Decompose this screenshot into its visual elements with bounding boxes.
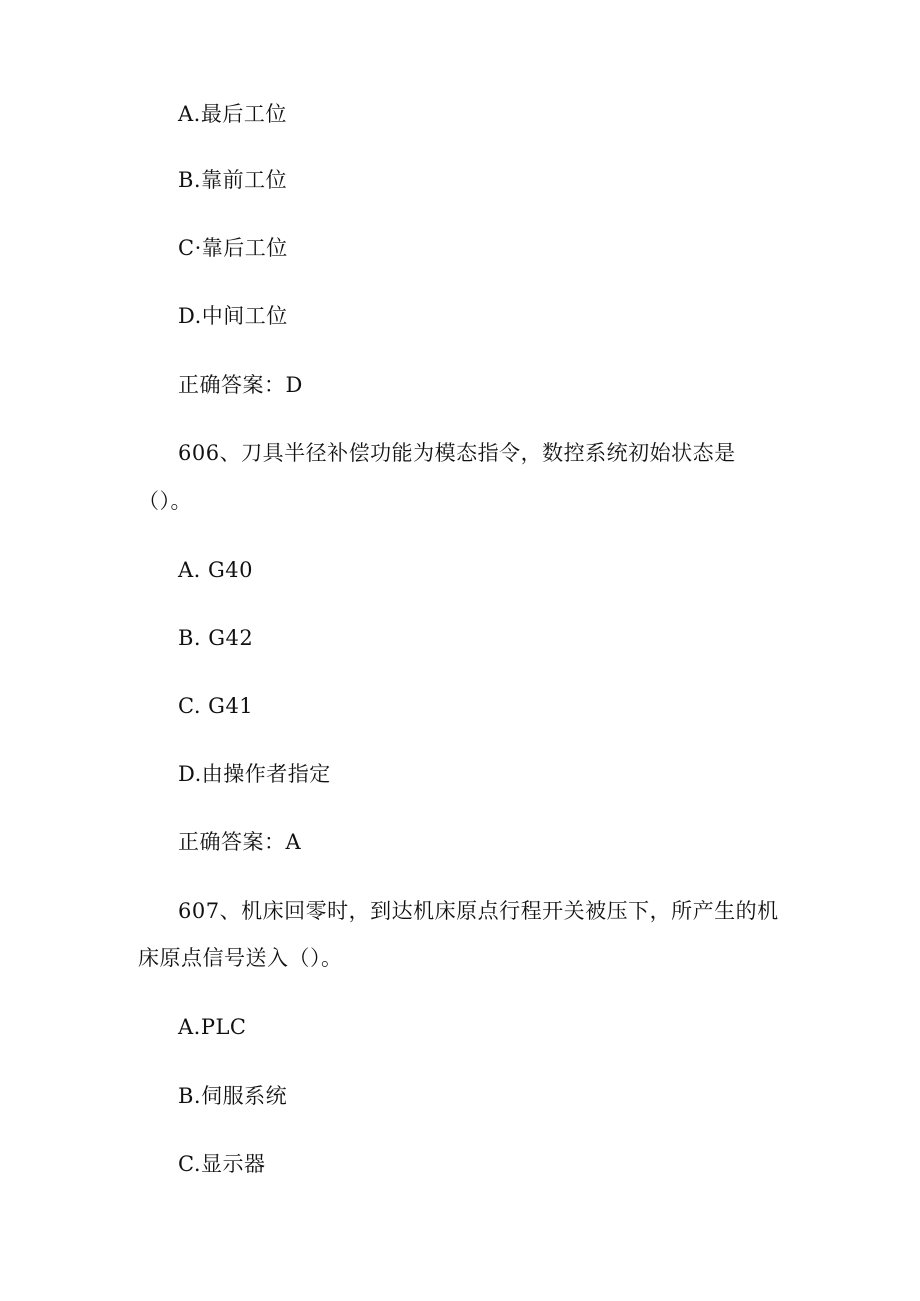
correct-answer: 正确答案：D <box>178 373 303 397</box>
option-c: C. G41 <box>178 694 254 718</box>
option-b: B. G42 <box>178 626 254 650</box>
option-a: A.最后工位 <box>178 102 287 126</box>
question-607-line-1: 607、机床回零时，到达机床原点行程开关被压下，所产生的机 <box>178 899 779 923</box>
option-d: D.中间工位 <box>178 304 288 328</box>
correct-answer: 正确答案：A <box>178 830 302 854</box>
option-c: C.显示器 <box>178 1152 266 1176</box>
option-c: C·靠后工位 <box>178 236 288 260</box>
question-607-line-2: 床原点信号送入（）。 <box>138 946 343 970</box>
option-d: D.由操作者指定 <box>178 762 331 786</box>
option-b: B.靠前工位 <box>178 168 288 192</box>
question-606-line-2: （）。 <box>138 489 192 513</box>
option-a: A.PLC <box>178 1015 247 1039</box>
option-a: A. G40 <box>178 558 254 582</box>
question-606-line-1: 606、刀具半径补偿功能为模态指令，数控系统初始状态是 <box>178 441 736 465</box>
option-b: B.伺服系统 <box>178 1084 288 1108</box>
